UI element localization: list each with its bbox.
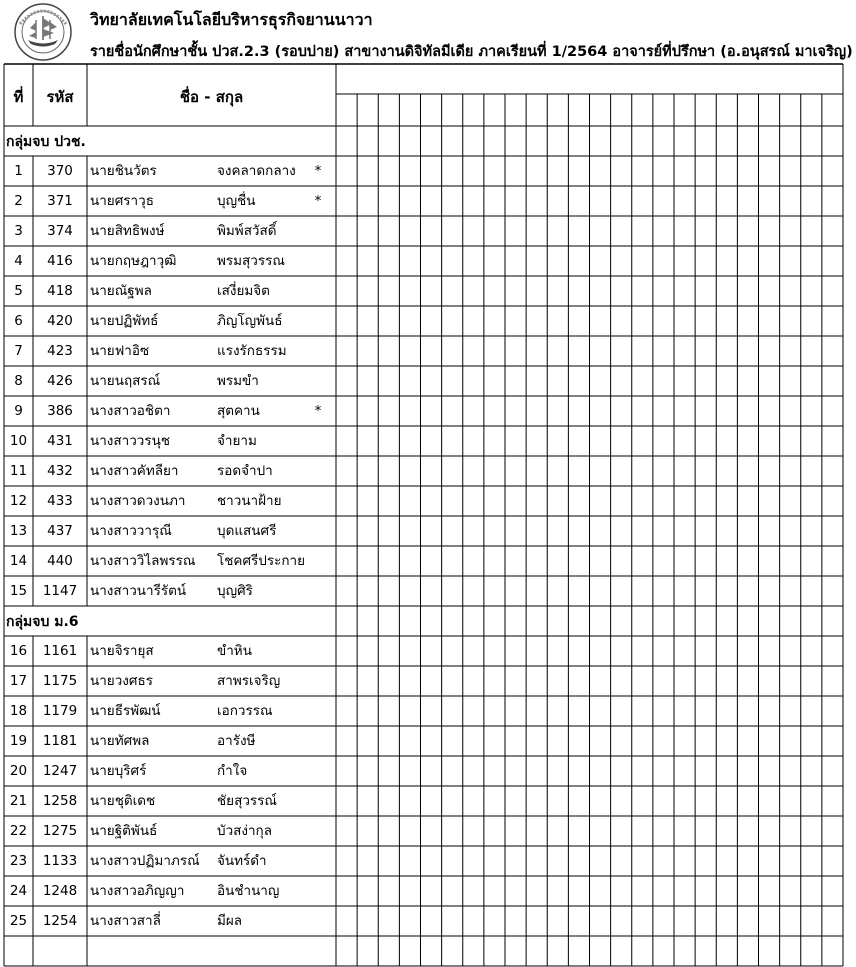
- student-last-name: บุดแสนศรี: [217, 523, 277, 539]
- student-number: 13: [9, 523, 28, 539]
- student-last-name: บุญศิริ: [217, 583, 253, 599]
- student-number: 9: [14, 403, 23, 419]
- student-first-name: นายทัศพล: [90, 733, 150, 749]
- student-last-name: มีผล: [217, 913, 243, 929]
- student-code: 431: [47, 433, 73, 449]
- student-first-name: นายวงศธร: [90, 673, 153, 689]
- school-name: วิทยาลัยเทคโนโลยีบริหารธุรกิจยานนาวา: [90, 10, 373, 29]
- student-first-name: นายธีรพัฒน์: [90, 703, 161, 719]
- student-last-name: ภิญโญพันธ์: [217, 313, 283, 329]
- group-label: กลุ่มจบ ม.6: [6, 614, 79, 630]
- student-last-name: ชัยสุวรรณ์: [217, 793, 277, 809]
- student-code: 371: [47, 193, 73, 209]
- student-first-name: นางสาววิไลพรรณ: [90, 553, 196, 569]
- student-last-name: รอดจำปา: [217, 463, 273, 479]
- student-number: 20: [9, 763, 28, 779]
- student-code: 1181: [42, 733, 78, 749]
- student-first-name: นายปฏิพัทธ์: [90, 313, 159, 329]
- student-code: 386: [47, 403, 73, 419]
- student-code: 1175: [42, 673, 78, 689]
- student-first-name: นายชุติเดช: [90, 793, 156, 809]
- student-number: 7: [14, 343, 23, 359]
- student-number: 16: [9, 643, 28, 659]
- student-code: 432: [47, 463, 73, 479]
- student-number: 8: [14, 373, 23, 389]
- student-number: 6: [14, 313, 23, 329]
- student-code: 440: [47, 553, 73, 569]
- student-code: 433: [47, 493, 73, 509]
- student-last-name: พรมสุวรรณ: [217, 253, 285, 269]
- student-first-name: นายบุริศร์: [90, 763, 147, 779]
- student-last-name: สุตคาน: [217, 403, 260, 419]
- student-code: 1179: [42, 703, 78, 719]
- student-code: 423: [47, 343, 73, 359]
- student-last-name: ชาวนาฝ้าย: [217, 493, 282, 509]
- student-last-name: ขำหิน: [217, 643, 252, 659]
- student-mark: *: [314, 163, 322, 179]
- student-first-name: นางสาวปฏิมาภรณ์: [90, 853, 200, 869]
- student-first-name: นางสาววารุณี: [90, 523, 172, 539]
- student-first-name: นายกฤษฎาวุฒิ: [90, 253, 177, 269]
- group-label: กลุ่มจบ ปวช.: [6, 134, 86, 150]
- student-last-name: พรมขำ: [217, 373, 259, 389]
- student-last-name: เสงี่ยมจิต: [217, 283, 270, 299]
- student-first-name: นายสิทธิพงษ์: [90, 223, 165, 239]
- student-code: 1275: [42, 823, 78, 839]
- student-number: 15: [9, 583, 28, 599]
- student-code: 374: [47, 223, 73, 239]
- student-number: 18: [9, 703, 28, 719]
- student-code: 418: [47, 283, 73, 299]
- student-number: 11: [9, 463, 28, 479]
- student-last-name: สาพรเจริญ: [217, 673, 281, 689]
- student-code: 1247: [42, 763, 78, 779]
- student-code: 437: [47, 523, 73, 539]
- student-first-name: นางสาววรนุช: [90, 433, 171, 449]
- student-code: 1147: [42, 583, 78, 599]
- student-first-name: นางสาวคัทลียา: [90, 463, 179, 479]
- sheet-subtitle: รายชื่อนักศึกษาชั้น ปวส.2.3 (รอบบ่าย) สาขางานดิจิทัลมีเดีย ภาคเรียนที่ 1/2564 อาจารย์ที่ปรึกษา (อ.อนุสรณ์ มาเจริญ): [90, 44, 853, 60]
- student-code: 370: [47, 163, 73, 179]
- student-code: 420: [47, 313, 73, 329]
- student-first-name: นายฐิติพันธ์: [90, 823, 158, 839]
- student-first-name: นางสาวนารีรัตน์: [90, 583, 187, 599]
- student-number: 4: [14, 253, 23, 269]
- student-first-name: นายจิรายุส: [90, 643, 154, 659]
- student-last-name: จำยาม: [217, 433, 257, 449]
- student-number: 17: [9, 673, 28, 689]
- student-code: 1248: [42, 883, 78, 899]
- student-first-name: นางสาวอภิญญา: [90, 883, 185, 899]
- student-code: 1254: [42, 913, 78, 929]
- student-last-name: จงคลาดกลาง: [217, 163, 296, 179]
- student-number: 5: [14, 283, 23, 299]
- student-number: 19: [9, 733, 28, 749]
- student-code: 1161: [42, 643, 78, 659]
- student-last-name: อารังษี: [217, 733, 256, 749]
- student-first-name: นางสาวดวงนภา: [90, 493, 186, 509]
- student-code: 426: [47, 373, 73, 389]
- student-last-name: พิมพ์สวัสดิ์: [217, 223, 277, 239]
- student-first-name: นายนฤสรณ์: [90, 373, 161, 389]
- student-number: 3: [14, 223, 23, 239]
- student-number: 25: [9, 913, 28, 929]
- student-first-name: นายชินวัตร: [90, 163, 157, 179]
- student-number: 14: [9, 553, 28, 569]
- column-header-code: รหัส: [46, 88, 74, 106]
- student-first-name: นายณัฐพล: [90, 283, 152, 299]
- student-number: 1: [14, 163, 23, 179]
- student-number: 2: [14, 193, 23, 209]
- student-last-name: โชคศรีประกาย: [217, 553, 306, 569]
- student-first-name: นางสาวอชิตา: [90, 403, 171, 419]
- student-last-name: อินชำนาญ: [217, 883, 280, 899]
- student-last-name: บุญชื่น: [217, 193, 256, 209]
- student-first-name: นายศราวุธ: [90, 193, 154, 209]
- student-first-name: นายฟาอิซ: [90, 343, 150, 359]
- student-last-name: กำใจ: [217, 763, 248, 779]
- student-last-name: จันทร์ดำ: [217, 853, 267, 869]
- student-code: 416: [47, 253, 73, 269]
- student-mark: *: [314, 403, 322, 419]
- column-header-no: ที่: [13, 88, 24, 106]
- student-number: 22: [9, 823, 28, 839]
- student-number: 21: [9, 793, 28, 809]
- column-header-name: ชื่อ - สกุล: [179, 88, 244, 106]
- student-last-name: บัวสง่ากุล: [217, 823, 273, 839]
- student-number: 10: [9, 433, 28, 449]
- student-number: 24: [9, 883, 28, 899]
- student-code: 1133: [42, 853, 78, 869]
- student-last-name: แรงรักธรรม: [217, 343, 287, 359]
- student-code: 1258: [42, 793, 78, 809]
- student-first-name: นางสาวสาลี่: [90, 913, 161, 929]
- student-number: 23: [9, 853, 28, 869]
- student-mark: *: [314, 193, 322, 209]
- student-number: 12: [9, 493, 28, 509]
- student-last-name: เอกวรรณ: [217, 703, 273, 719]
